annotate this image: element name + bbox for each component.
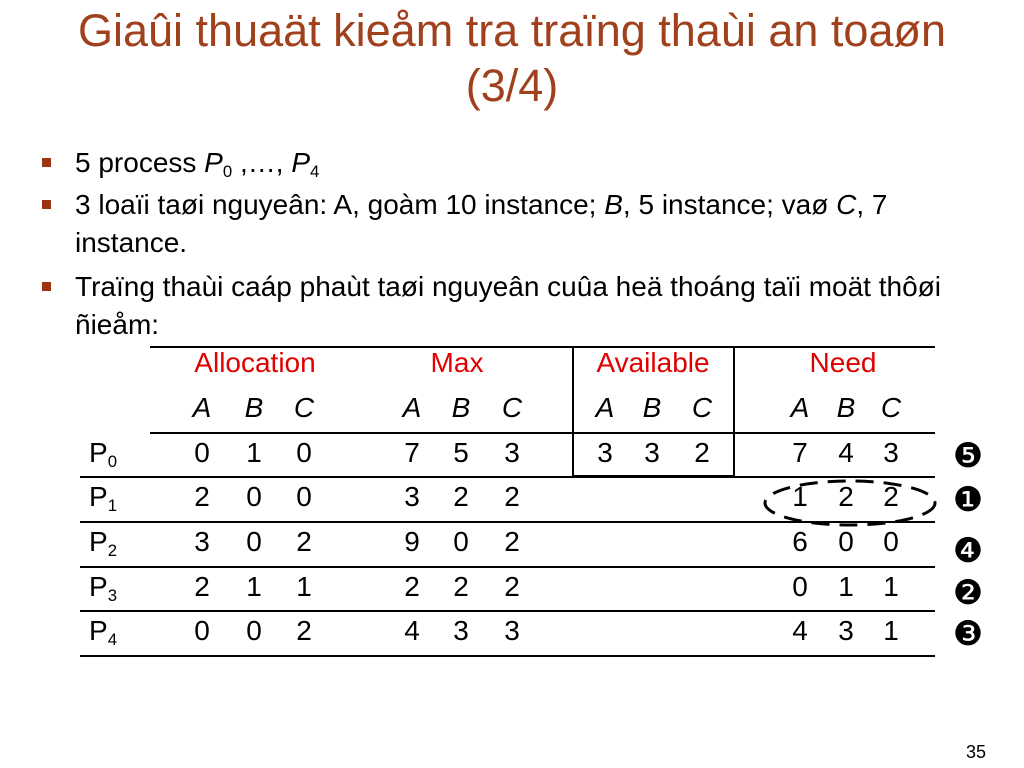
allocation-c: 0 bbox=[296, 481, 312, 512]
title-line-1: Giaûi thuaät kieåm tra traïng thaùi an toaøn bbox=[77, 5, 946, 56]
allocation-b: 0 bbox=[246, 526, 262, 557]
bullet-text: Traïng thaùi caáp phaùt taøi nguyeân cuûa heä thoáng taïi moät thôøi ñieåm: bbox=[75, 271, 941, 340]
order-badge: ❷ bbox=[952, 573, 984, 613]
bullet-resource-types bbox=[75, 186, 975, 262]
allocation-header: Allocation bbox=[194, 347, 316, 378]
need-a: 7 bbox=[792, 437, 808, 468]
need-b: 1 bbox=[838, 571, 854, 602]
resource-header-c: C bbox=[880, 392, 902, 423]
need-c: 3 bbox=[883, 437, 899, 468]
allocation-a: 2 bbox=[194, 481, 210, 512]
resource-var-c: C bbox=[836, 189, 857, 220]
bullet-text: ,…, bbox=[232, 147, 292, 178]
process-label bbox=[89, 477, 117, 517]
bullet-allocation-state bbox=[75, 268, 975, 344]
max-c: 2 bbox=[504, 526, 520, 557]
max-a: 3 bbox=[404, 481, 420, 512]
allocation-b: 1 bbox=[246, 437, 262, 468]
max-header: Max bbox=[430, 347, 484, 378]
process-letter: P bbox=[89, 481, 108, 512]
resource-header-a: A bbox=[192, 392, 212, 423]
order-badge: ❺ bbox=[952, 436, 984, 476]
process-label bbox=[89, 611, 117, 651]
allocation-c: 0 bbox=[296, 437, 312, 468]
order-badge: ❹ bbox=[952, 531, 984, 571]
process-label bbox=[89, 433, 117, 473]
need-c: 1 bbox=[883, 571, 899, 602]
order-badge: ❶ bbox=[952, 480, 984, 520]
title-line-2: (3/4) bbox=[465, 60, 559, 111]
max-b: 5 bbox=[453, 437, 469, 468]
table-row bbox=[0, 567, 1024, 607]
bullet-text: 3 loaïi taøi nguyeân: A, goàm 10 instance; bbox=[75, 189, 605, 220]
resource-header-b: B bbox=[451, 392, 471, 423]
bullet-square-icon bbox=[42, 282, 51, 291]
process-index: 0 bbox=[107, 452, 118, 472]
max-c: 3 bbox=[504, 615, 520, 646]
process-letter: P bbox=[89, 615, 108, 646]
allocation-c: 2 bbox=[296, 615, 312, 646]
need-header: Need bbox=[809, 347, 877, 378]
resource-header-c: C bbox=[501, 392, 523, 423]
process-index: 1 bbox=[107, 496, 118, 516]
allocation-c: 2 bbox=[296, 526, 312, 557]
resource-header-b: B bbox=[836, 392, 856, 423]
need-a: 6 bbox=[792, 526, 808, 557]
allocation-a: 0 bbox=[194, 437, 210, 468]
process-var: P bbox=[291, 147, 311, 178]
need-highlight-ellipse bbox=[760, 476, 942, 530]
process-letter: P bbox=[89, 437, 108, 468]
need-b: 3 bbox=[838, 615, 854, 646]
allocation-a: 0 bbox=[194, 615, 210, 646]
process-letter: P bbox=[89, 526, 108, 557]
slide-title bbox=[0, 3, 1024, 113]
process-label bbox=[89, 522, 117, 562]
allocation-a: 2 bbox=[194, 571, 210, 602]
process-index: 3 bbox=[107, 586, 118, 606]
page-number: 35 bbox=[965, 742, 986, 762]
bullet-square-icon bbox=[42, 200, 51, 209]
need-a: 0 bbox=[792, 571, 808, 602]
process-subscript: 0 bbox=[222, 162, 233, 182]
allocation-b: 0 bbox=[246, 615, 262, 646]
need-a: 1 bbox=[792, 481, 808, 512]
process-subscript: 4 bbox=[310, 162, 320, 182]
need-c: 2 bbox=[883, 481, 899, 512]
max-b: 0 bbox=[453, 526, 469, 557]
bullet-text: 5 process bbox=[75, 147, 205, 178]
max-b: 2 bbox=[453, 571, 469, 602]
process-letter: P bbox=[89, 571, 108, 602]
bullet-text: , 7 instance. bbox=[75, 189, 888, 258]
max-c: 2 bbox=[504, 571, 520, 602]
max-c: 2 bbox=[504, 481, 520, 512]
available-a: 3 bbox=[597, 437, 613, 468]
allocation-b: 1 bbox=[246, 571, 262, 602]
process-index: 2 bbox=[107, 541, 118, 561]
max-c: 3 bbox=[504, 437, 520, 468]
resource-header-a: A bbox=[595, 392, 615, 423]
table-row bbox=[0, 611, 1024, 651]
allocation-b: 0 bbox=[246, 481, 262, 512]
max-a: 4 bbox=[404, 615, 420, 646]
max-a: 7 bbox=[404, 437, 420, 468]
resource-header-c: C bbox=[293, 392, 315, 423]
allocation-c: 1 bbox=[296, 571, 312, 602]
table-rule bbox=[80, 655, 935, 657]
need-b: 2 bbox=[838, 481, 854, 512]
bullet-process-count bbox=[75, 144, 975, 182]
max-b: 3 bbox=[453, 615, 469, 646]
max-b: 2 bbox=[453, 481, 469, 512]
need-b: 4 bbox=[838, 437, 854, 468]
resource-var-b: B bbox=[604, 189, 623, 220]
resource-header-b: B bbox=[642, 392, 662, 423]
table-group-header-row bbox=[0, 343, 1024, 383]
process-var: P bbox=[204, 147, 223, 178]
resource-header-a: A bbox=[402, 392, 422, 423]
resource-header-a: A bbox=[790, 392, 810, 423]
table-resource-header-row bbox=[0, 388, 1024, 428]
resource-header-b: B bbox=[244, 392, 264, 423]
process-label bbox=[89, 567, 117, 607]
allocation-a: 3 bbox=[194, 526, 210, 557]
available-c: 2 bbox=[694, 437, 710, 468]
available-header: Available bbox=[596, 347, 710, 378]
process-index: 4 bbox=[107, 630, 118, 650]
bullet-text: , 5 instance; vaø bbox=[622, 189, 837, 220]
available-b: 3 bbox=[644, 437, 660, 468]
need-c: 1 bbox=[883, 615, 899, 646]
bullet-square-icon bbox=[42, 158, 51, 167]
resource-header-c: C bbox=[691, 392, 713, 423]
need-c: 0 bbox=[883, 526, 899, 557]
table-row bbox=[0, 433, 1024, 473]
need-b: 0 bbox=[838, 526, 854, 557]
order-badge: ❸ bbox=[952, 614, 984, 654]
max-a: 2 bbox=[404, 571, 420, 602]
need-a: 4 bbox=[792, 615, 808, 646]
max-a: 9 bbox=[404, 526, 420, 557]
